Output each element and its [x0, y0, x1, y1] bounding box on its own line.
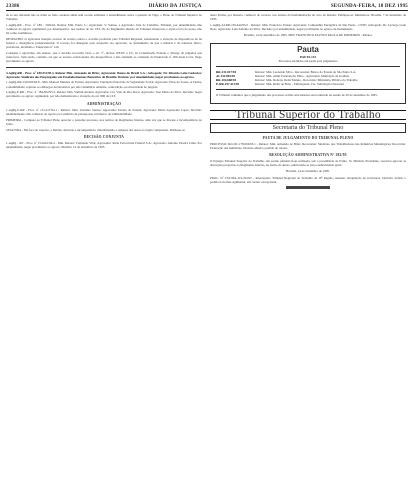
pauta-title: Pauta — [297, 45, 319, 55]
process-text: Relator: Min. Leonaldo Silva - Recorrente: Banco do Estado de São Paulo S.A. — [255, 69, 357, 74]
divider — [216, 66, 400, 67]
paragraph: O Egrégio Tribunal Superior do Trabalho, em sessão plenária hoje realizada, sob a presidência do Exmo. Sr. Ministro Presidente, resolveu aprovar as alterações propostas ao Regimento Interno, na forma do anexo, publicando-se para conhecimento geral. — [210, 159, 406, 168]
pauta-footer: O Tribunal comunica que o julgamento dos processos acima relacionados será realizado na sessão de 20 de dezembro de 1995. — [216, 93, 378, 98]
pauta-box — [210, 43, 406, 104]
paragraph: 3-AgRg-RR - Proc. nº 180.511/95.3, Relator Min. Armando de Brito; Agravante: Banco do Brasil S.A.; Advogado: Dr. Ricardo Leite Ludovice; Agravado: Sindicato dos Empregados em Estabelecimentos Bancários de Brasília. Decisão: por unanimidade, negar provimento ao agravo. — [6, 70, 202, 79]
page-number: 23386 — [6, 4, 20, 9]
paragraph: DESPACHO: O agravante interpôs recurso de revista contra o acórdão proferido pelo Tribunal Regional, sustentando a violação de dispositivos de lei federal e divergência jurisprudencial. O recurso foi denegado pelo despacho ora agravado, ao fundamento de que a matéria é de natureza fático-probatória, incidindo o Enunciado nº 126. — [6, 36, 202, 50]
process-text: Relator: Min. Rider de Brito - Embargante: Cia. Siderúrgica Nacional — [255, 82, 344, 87]
paragraph: PROC. Nº TST-MA-119.222/95 - Interessado: Tribunal Regional do Trabalho da 10ª Região; Assunto: Requisição de servidores. Decisão: deferir o pedido na forma regimental, em caráter excepcional. — [210, 175, 406, 184]
section-heading: DECISÃO CONJUNTA — [83, 134, 125, 139]
running-header — [6, 4, 408, 11]
paragraph: PROCESSO: RO-DC-178.006/95.1 - Relator: Min. Armando de Brito; Recorrente: Sindicato dos Trabalhadores nas Indústrias Metalúrgicas; Recorrido: Federação das Indústrias. Decisão adiada a pedido do relator. — [210, 141, 406, 150]
right-column — [210, 13, 406, 190]
redaction-bar — [286, 186, 330, 189]
paragraph: 1-AgRg - RE - Proc. nº 154.661/94.4 - Min. Relator: Fernando Vilar; Agravante: Rede Ferroviária Federal S.A.; Agravado: Antonio Pereira Lima. Por unanimidade, negar provimento ao agravo. Brasília, 14 de dezembro de 1995. — [6, 140, 202, 150]
process-id: RR-104.668/94 — [216, 78, 237, 83]
section-heading: ADMINISTRAÇÃO — [86, 101, 122, 106]
list-item — [216, 82, 400, 86]
journal-name: DIÁRIO DA JUSTIÇA — [148, 4, 202, 9]
section-subtitle: Secretaria do Tribunal Pleno — [210, 123, 406, 132]
divider — [216, 89, 400, 90]
pauta-subtitle: PAUTA 133 — [300, 54, 316, 59]
left-column — [6, 13, 202, 190]
process-id: AI-152.803/95 — [216, 74, 236, 78]
process-id: RR-131.017/94 — [216, 69, 237, 74]
paragraph: 1-AgRg-RR - Proc. nº 189 - 59/94.6, Relator Min. Paulo C.; Agravante: V. Santos, e Agravado: Juiz do Trabalho. Tribunal, por unanimidade, não conhecer do agravo regimental, por intempestivo, nos termos do art. 183, IX, do Regimento Interno do Tribunal. Interposto o agravo fora do prazo, não há como examiná-lo. — [6, 22, 202, 36]
redaction-mark — [210, 186, 406, 190]
paragraph: Consigna o agravante, em síntese, que a decisão recorrida viola o art. 5º, incisos XXXV e LV, da Constituição Federal e diverge de julgados que transcreve. Sem razão, contudo, eis que os arestos colacionados são inespecíficos e não atendem ao comando do Enunciado nº 296 desta Corte. Nego provimento ao agravo. — [6, 51, 202, 64]
paragraph: 1-AgRg-RR-159.003/94.8 - Min. Manoel Mendes de Freitas; Agravante: Fundação Petrobrás de Seguridade Social; Agravado: Elias de Souza. A Turma, à unanimidade, rejeitou os embargos declaratórios por não vislumbrar omissão, contradição ou obscuridade no julgado. — [6, 80, 202, 89]
section-heading: PAUTA DE JULGAMENTO DO TRIBUNAL PLENO — [262, 135, 354, 140]
section-title: Tribunal Superior do Trabalho — [210, 110, 406, 120]
paragraph: de se seu referente não se achar ao feito, estando ainda sem ou não submeter a entendimento sobre a questão de Tuga, o Pleno do Tribunal Superior do Trabalho. — [6, 13, 202, 22]
paragraph: 1-AgRg-AI-RR-159.442/95.0 - Relator: Min. Francisco Fausto; Agravante: Companhia Energética de São Paulo - CESP; Advogado: Dr. Lycurgo Leite Neto; Agravado: Luiz Antonio da Silva. Decisão: por unanimidade, negar provimento ao agravo de instrumento. — [210, 22, 406, 32]
paragraph: desta Turma, por maioria, conhecer do recurso, nos termos da fundamentação do voto do Relator. Publique-se. Intimem-se. Brasília, 7 de dezembro de 1995. — [210, 13, 406, 22]
paragraph: PRIMEIRA - Compete ao Tribunal Pleno apreciar o presente processo, nos termos do Regimento Interno, uma vez que se discute a incompetência do Juízo. — [6, 117, 202, 126]
issue-date: SEGUNDA-FEIRA, 18 DEZ 1995 — [330, 4, 408, 9]
process-text: Relator: Min. Roberto Della Manna - Recorrido: Ministério Público do Trabalho — [255, 78, 358, 83]
divider — [6, 67, 202, 68]
pauta-note: Processos incluídos em pauta para julgamento — [278, 58, 338, 63]
section-heading: RESOLUÇÃO ADMINISTRATIVA Nº 282/95 — [269, 153, 347, 157]
process-id: E-RR-197.411/95 — [216, 82, 240, 87]
paragraph: I-AgRg-E-RR - Proc. nº 184.302/95.2, Relator Min. Vantuil Abdala; Agravante: Cia. Vale do Rio Doce; Agravado: José Maria da Silva. Decisão: negar provimento ao agravo regimental, por não demonstrada a violação do art. 896 da CLT. — [6, 90, 202, 99]
signature-line: Brasília, 14 de dezembro de 1995. — [286, 169, 330, 174]
paragraph: SEGUNDA - Em face do exposto, o Relator declarou a incompetência, determinando a remessa dos autos ao órgão competente. Publique-se. — [6, 127, 186, 132]
signature-line: Brasília, 14 de dezembro de 1995. MIN. FRANCISCO FAUSTO PAULA DE MEDEIROS - Relator — [243, 33, 373, 38]
process-text: Relator: Min. Almir Pazzianotto Pinto - Agravante: Município de Goiânia — [255, 74, 350, 78]
paragraph: 1-AgRg-E-RR - Proc. nº 151.417/94.1 - Relator: Min. Ursulino Santos; Agravante: Estado do Paraná; Agravada: Maria Aparecida Lopes. Decisão: unanimemente, não conhecer do agravo por ausência de pressuposto extrínseco de admissibilidade. — [6, 107, 202, 116]
